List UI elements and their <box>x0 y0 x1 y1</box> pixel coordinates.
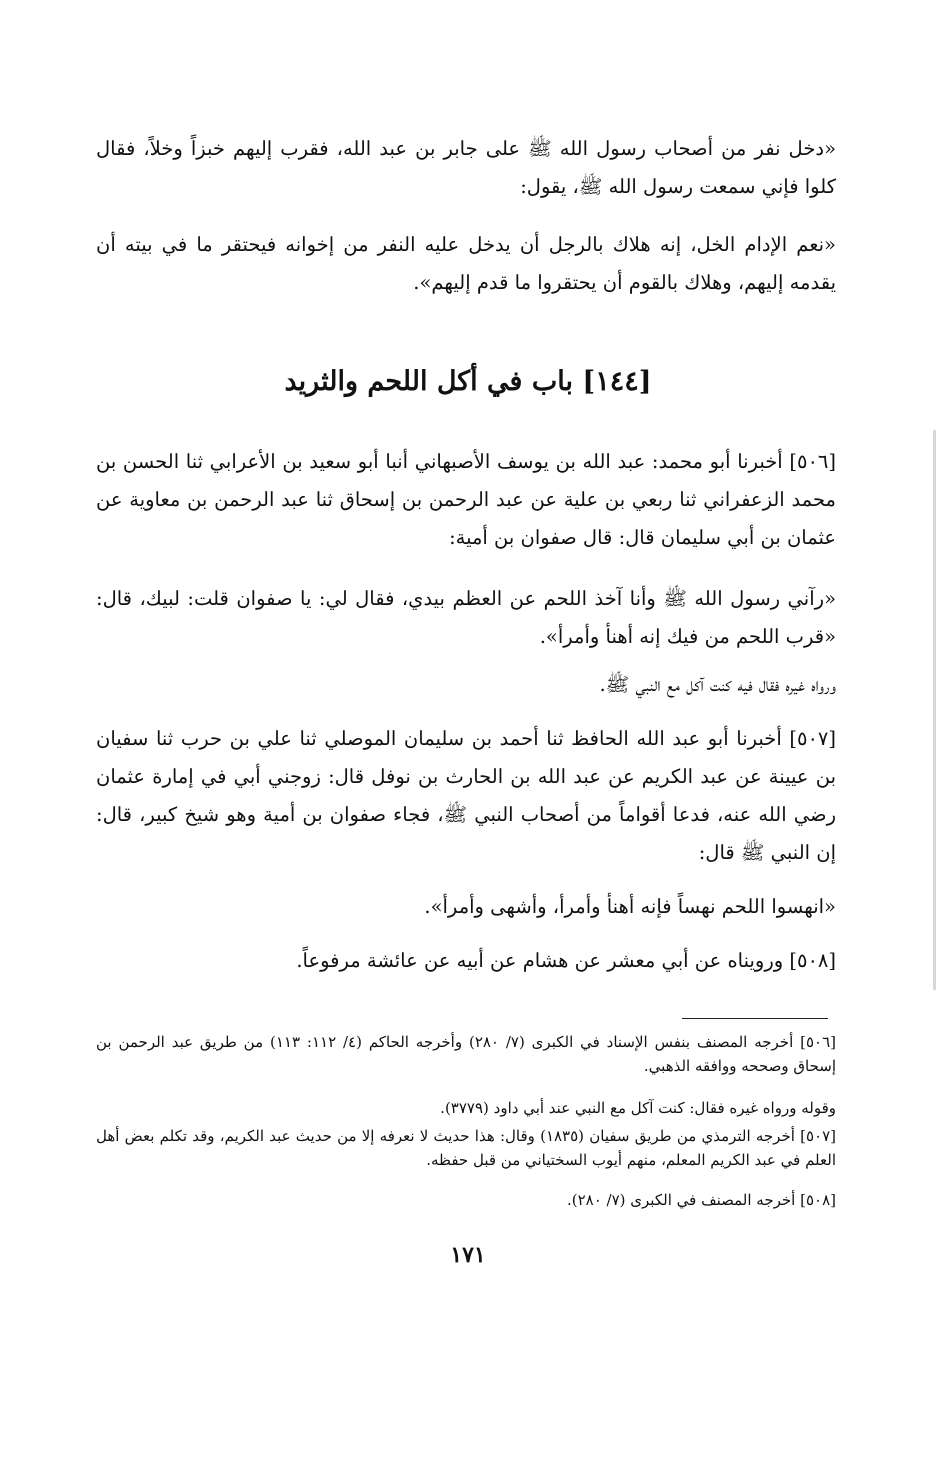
page-number: ١٧١ <box>450 1242 486 1268</box>
footnote-507: [٥٠٧] أخرجه الترمذي من طريق سفيان (١٨٣٥) وقال: هذا حديث لا نعرفه إلا من حديث عبد الكريم، وقد تكلم بعض أهل العلم في عبد الكريم المعلم، منهم أيوب السختياني من قبل حفظه. <box>96 1127 836 1169</box>
footnote-separator <box>682 1018 828 1019</box>
footnote-508: [٥٠٨] أخرجه المصنف في الكبرى (٧/ ٢٨٠). <box>566 1191 836 1209</box>
footnote-506: [٥٠٦] أخرجه المصنف بنفس الإسناد في الكبرى (٧/ ٢٨٠) وأخرجه الحاكم (٤/ ١١٢: ١١٣) من طريق عبد الرحمن بن إسحاق وصححه ووافقه الذهبي. <box>96 1033 836 1075</box>
hadith-text-paragraph: «دخل نفر من أصحاب رسول الله ﷺ على جابر بن عبد الله، فقرب إليهم خبزاً وخلاً، فقال كلوا فإني سمعت رسول الله ﷺ، يقول: <box>96 137 836 198</box>
isnad-paragraph-506: [٥٠٦] أخبرنا أبو محمد: عبد الله بن يوسف الأصبهاني أنبا أبو سعيد بن الأعرابي ثنا الحسن بن محمد الزعفراني ثنا ربعي بن علية عن عبد الرحمن بن إسحاق ثنا عبد الرحمن بن معاوية عن عثمان بن أبي سليمان قال: قال صفوان بن أمية: <box>96 450 836 549</box>
hadith-quote-paragraph: «نعم الإدام الخل، إنه هلاك بالرجل أن يدخل عليه النفر من إخوانه فيحتقر ما في بيته أن يقدمه إليهم، وهلاك بالقوم أن يحتقروا ما قدم إليهم». <box>96 233 836 294</box>
isnad-paragraph-507: [٥٠٧] أخبرنا أبو عبد الله الحافظ ثنا أحمد بن سليمان الموصلي ثنا علي بن حرب ثنا سفيان بن عيينة عن عبد الكريم عن عبد الله بن الحارث بن نوفل قال: زوجني أبي في إمارة عثمان رضي الله عنه، فدعا أقواماً من أصحاب النبي ﷺ، فجاء صفوان بن أمية وهو شيخ كبير، قال: إن النبي ﷺ قال: <box>96 727 836 864</box>
isnad-paragraph-508: [٥٠٨] ورويناه عن أبي معشر عن هشام عن أبيه عن عائشة مرفوعاً. <box>296 949 836 972</box>
hadith-quote-506: «رآني رسول الله ﷺ وأنا آخذ اللحم عن العظم بيدي، فقال لي: يا صفوان قلت: لبيك، قال: «قرب اللحم من فيك إنه أهنأ وأمرأ». <box>96 587 836 648</box>
chapter-heading: [١٤٤] باب في أكل اللحم والثريد <box>284 366 652 397</box>
footnote-506-note: وقوله ورواه غيره فقال: كنت آكل مع النبي عند أبي داود (٣٧٧٩). <box>440 1099 836 1117</box>
hadith-quote-507: «انهسوا اللحم نهساً فإنه أهنأ وأمرأ، وأشهى وأمرأ». <box>424 895 836 918</box>
narration-note-506: ورواه غيره فقال فيه كنت آكل مع النبي ﷺ. <box>599 673 836 696</box>
